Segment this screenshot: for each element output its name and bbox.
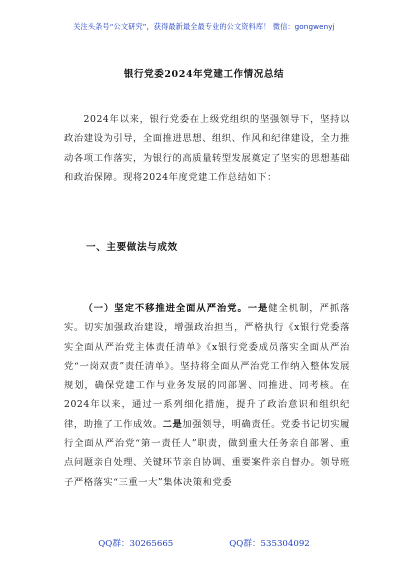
section-heading: 一、主要做法与成效	[86, 242, 178, 253]
qq-group-1: QQ群：30265665	[98, 539, 174, 549]
intro-paragraph: 2024年以来，银行党委在上级党组织的坚强领导下，坚持以政治建设为引导，全面推进思想、组织、作风和纪律建设，全力推动各项工作落实，为银行的高质量转型发展奠定了坚实的思想基础和政治保障。现将2024年度党建工作总结如下：	[64, 114, 350, 183]
header-notice: 关注头条号“公文研究”，获得最新最全最专业的公文资料库！ 微信：gongwenyj	[73, 22, 335, 31]
footer-qq-groups	[0, 537, 408, 549]
point-text: 加强领导，明确责任。党委书记切实履行全面从严治党“第一责任人”职责，做到重大任务亲自部署、重点问题亲自处理、关键环节亲自协调、重要案件亲自督办。领导班子严格落实“三重一大”集体决策和党委	[64, 418, 350, 488]
qq-group-2: QQ群：535304092	[229, 539, 310, 549]
body-paragraph	[64, 299, 350, 492]
subsection-heading: （一）坚定不移推进全面从严治党。	[83, 303, 248, 314]
document-title: 银行党委2024年党建工作情况总结	[123, 69, 285, 80]
point-label: 二是	[162, 418, 183, 430]
point-label: 一是	[247, 303, 269, 314]
point-text: 健全机制，严抓落实。切实加强政治建设，增强政治担当，严格执行《x银行党委落实全面从严治党主体责任清单》《x银行党委成员落实全面从严治党“一岗双责”责任清单》。坚持将全面从严治党工作纳入整体发展规划，确保党建工作与业务发展的同部署、同推进、同考核。在2024年以来，通过一系列细化措施，提升了政治意识和组织纪律，助推了工作成效。	[64, 303, 350, 430]
